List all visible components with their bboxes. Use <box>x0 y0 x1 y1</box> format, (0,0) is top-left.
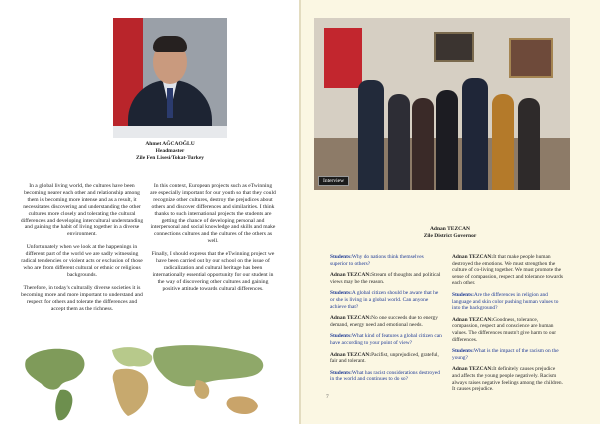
qa-item: Adnan TEZCAN:It definitely causes prejudice and affects the young people negatively. Racism always raises negative feelings among the children. It causes prejudice. <box>452 366 563 393</box>
qa-item: Adnan TEZCAN:No one succeeds due to energy demand, energy need and emotional needs. <box>330 315 438 328</box>
headmaster-name: Ahmet AĞCAOĞLU <box>145 141 195 147</box>
headmaster-title: Headmaster <box>155 148 185 154</box>
qa-item: Students:What kind of features a global citizen can have according to your point of view? <box>330 333 442 346</box>
qa-item: Students:Are the differences in religion and language and skin color pushing human values to into the background? <box>452 291 559 312</box>
interview-column-2 <box>452 254 564 398</box>
qa-item: Students:What has racist considerations destroyed in the world and continues to do so? <box>330 369 440 383</box>
article-column-2 <box>150 183 276 299</box>
article-column-1 <box>20 183 144 318</box>
qa-item: Adnan TEZCAN:Goodness, tolerance, compassion, respect and conscience are human values. The differences mustn't give harm to our differences. <box>452 316 557 343</box>
paragraph: In this context, European projects such as eTwinning are especially important for our youth so that they could recognize other cultures, destroy the prejudices about others and discover differences and similarities. I think thanks to such international projects the students are getting the chance of developing personal and interpersonal and social knowledge and skills and make connections cultures and the cultures of the others as well. <box>150 183 276 245</box>
page-spine <box>299 0 301 424</box>
interview-photo <box>314 18 570 190</box>
interview-label: Interview <box>318 176 349 186</box>
qa-item: Adnan TEZCAN:It that make people human destroyed the emotions. We must strengthen the culture of co-living together. We must promote the sense of compassion, respect and tolerance towards each other. <box>452 254 563 287</box>
governor-title: Zile District Governor <box>423 233 477 239</box>
world-map-image <box>16 340 284 424</box>
qa-item: Students:Why do nations think themselves superior to others? <box>330 254 424 267</box>
paragraph: In a global living world, the cultures have been becoming nearer each other and relationship among them is becoming more intense and as a result, it necessitates discovering and understanding the other cultures more closely and tolerating the cultural differences and developing intercultural understanding and gaining the habit of living together in a diverse environment. <box>20 183 144 238</box>
paragraph: Finally, I should express that the eTwinning project we have been carried out by our school on the issue of radicalization and cultural heritage has been internationally essential opportunity for our student in the way of discovering other cultures and gaining positive attitude towards cultural differences. <box>151 251 275 292</box>
governor-caption <box>380 226 520 240</box>
headmaster-school: Zile Fen Lisesi/Tokat-Turkey <box>135 155 205 161</box>
interview-column-1 <box>330 254 442 388</box>
paragraph: Unfortunately when we look at the happenings in different part of the world we are sadly witnessing radical tendencies or violent acts or exclusion of those who are from different cultural or ethnic or religious backgrounds. <box>21 244 143 278</box>
page-number: 7 <box>326 394 329 400</box>
qa-item: Adnan TEZCAN:Pacifist, unprejudiced, grateful, fair and tolerant. <box>330 351 439 365</box>
qa-item: Students:A global citizen should be aware that he or she is living in a global world. Can anyone achieve that? <box>330 290 439 310</box>
headmaster-portrait <box>113 18 227 138</box>
paragraph: Therefore, in today's culturally diverse societies it is becoming more and more important to understand and respect for others and tolerate the differences and accept them as the richness. <box>21 284 143 312</box>
headmaster-caption <box>100 141 240 162</box>
governor-name: Adnan TEZCAN <box>429 226 471 232</box>
qa-item: Adnan TEZCAN:Stream of thoughts and political views may be the reason. <box>330 272 441 285</box>
qa-item: Students:What is the impact of the racism on the young? <box>452 348 559 361</box>
